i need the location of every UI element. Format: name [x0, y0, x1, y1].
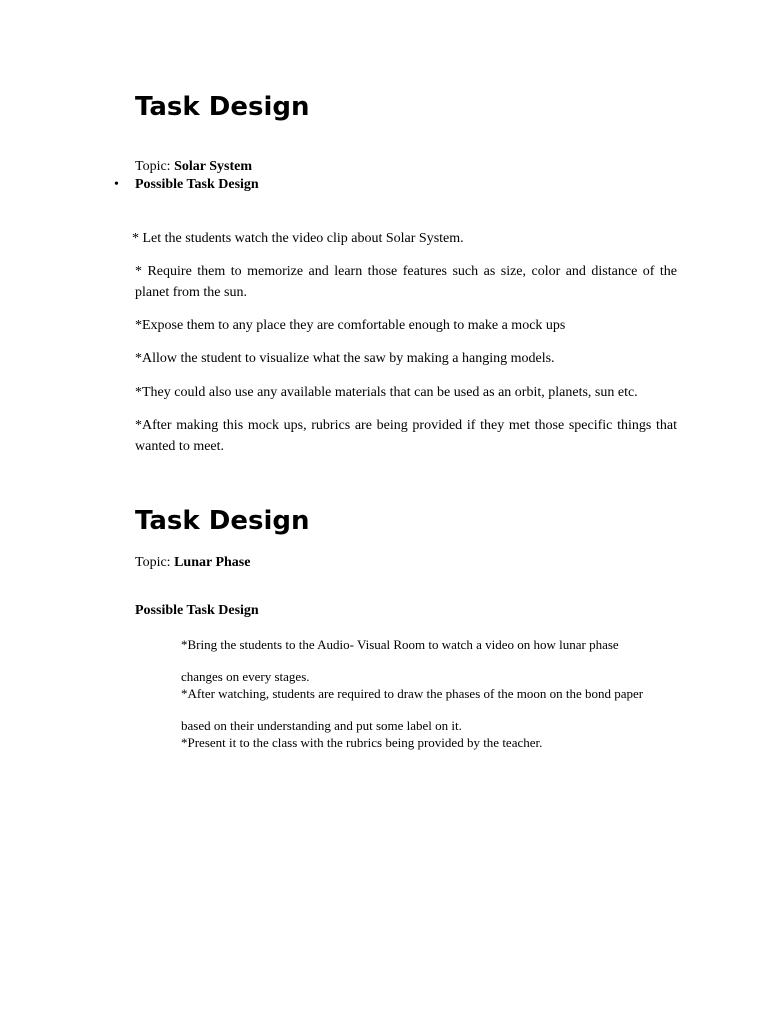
section2-item-2-line-1: *After watching, students are required to draw the phases of the moon on the bond paper: [181, 686, 644, 701]
section2-item-1-line-1: *Bring the students to the Audio- Visual Room to watch a video on how lunar phase: [181, 637, 619, 652]
section1-topic-value: Solar System: [174, 159, 252, 174]
section1-heading: Task Design: [135, 92, 310, 122]
section2-item-1-line-2: changes on every stages.: [181, 669, 310, 684]
section2-item-3: *Present it to the class with the rubrics being provided by the teacher.: [181, 735, 543, 750]
section2-possible-label-text: Possible Task Design: [135, 603, 259, 618]
section2-possible-label: [135, 601, 259, 621]
section1-item-4: *Allow the student to visualize what the saw by making a hanging models.: [135, 351, 555, 366]
section1-item-2: * Require them to memorize and learn those features such as size, color and distance of the planet from the sun.: [135, 264, 677, 300]
section2-topic-value: Lunar Phase: [174, 555, 251, 570]
section1-item-6: *After making this mock ups, rubrics are being provided if they met those specific things that wanted to meet.: [135, 418, 677, 454]
section1-item-1: * Let the students watch the video clip about Solar System.: [132, 231, 464, 246]
section1-item-5: *They could also use any available materials that can be used as an orbit, planets, sun etc.: [135, 385, 638, 400]
section1-topic: [135, 157, 252, 177]
section2-topic: [135, 553, 250, 573]
section1-topic-label: Topic:: [135, 159, 171, 174]
section1-possible-label-text: Possible Task Design: [135, 177, 259, 192]
section2-heading: Task Design: [135, 506, 310, 536]
section1-item-3: *Expose them to any place they are comfortable enough to make a mock ups: [135, 318, 566, 333]
section2-topic-label: Topic:: [135, 555, 171, 570]
section1-possible-label: [135, 175, 259, 195]
bullet-icon: •: [114, 177, 119, 192]
section2-item-2-line-2: based on their understanding and put some label on it.: [181, 718, 462, 733]
